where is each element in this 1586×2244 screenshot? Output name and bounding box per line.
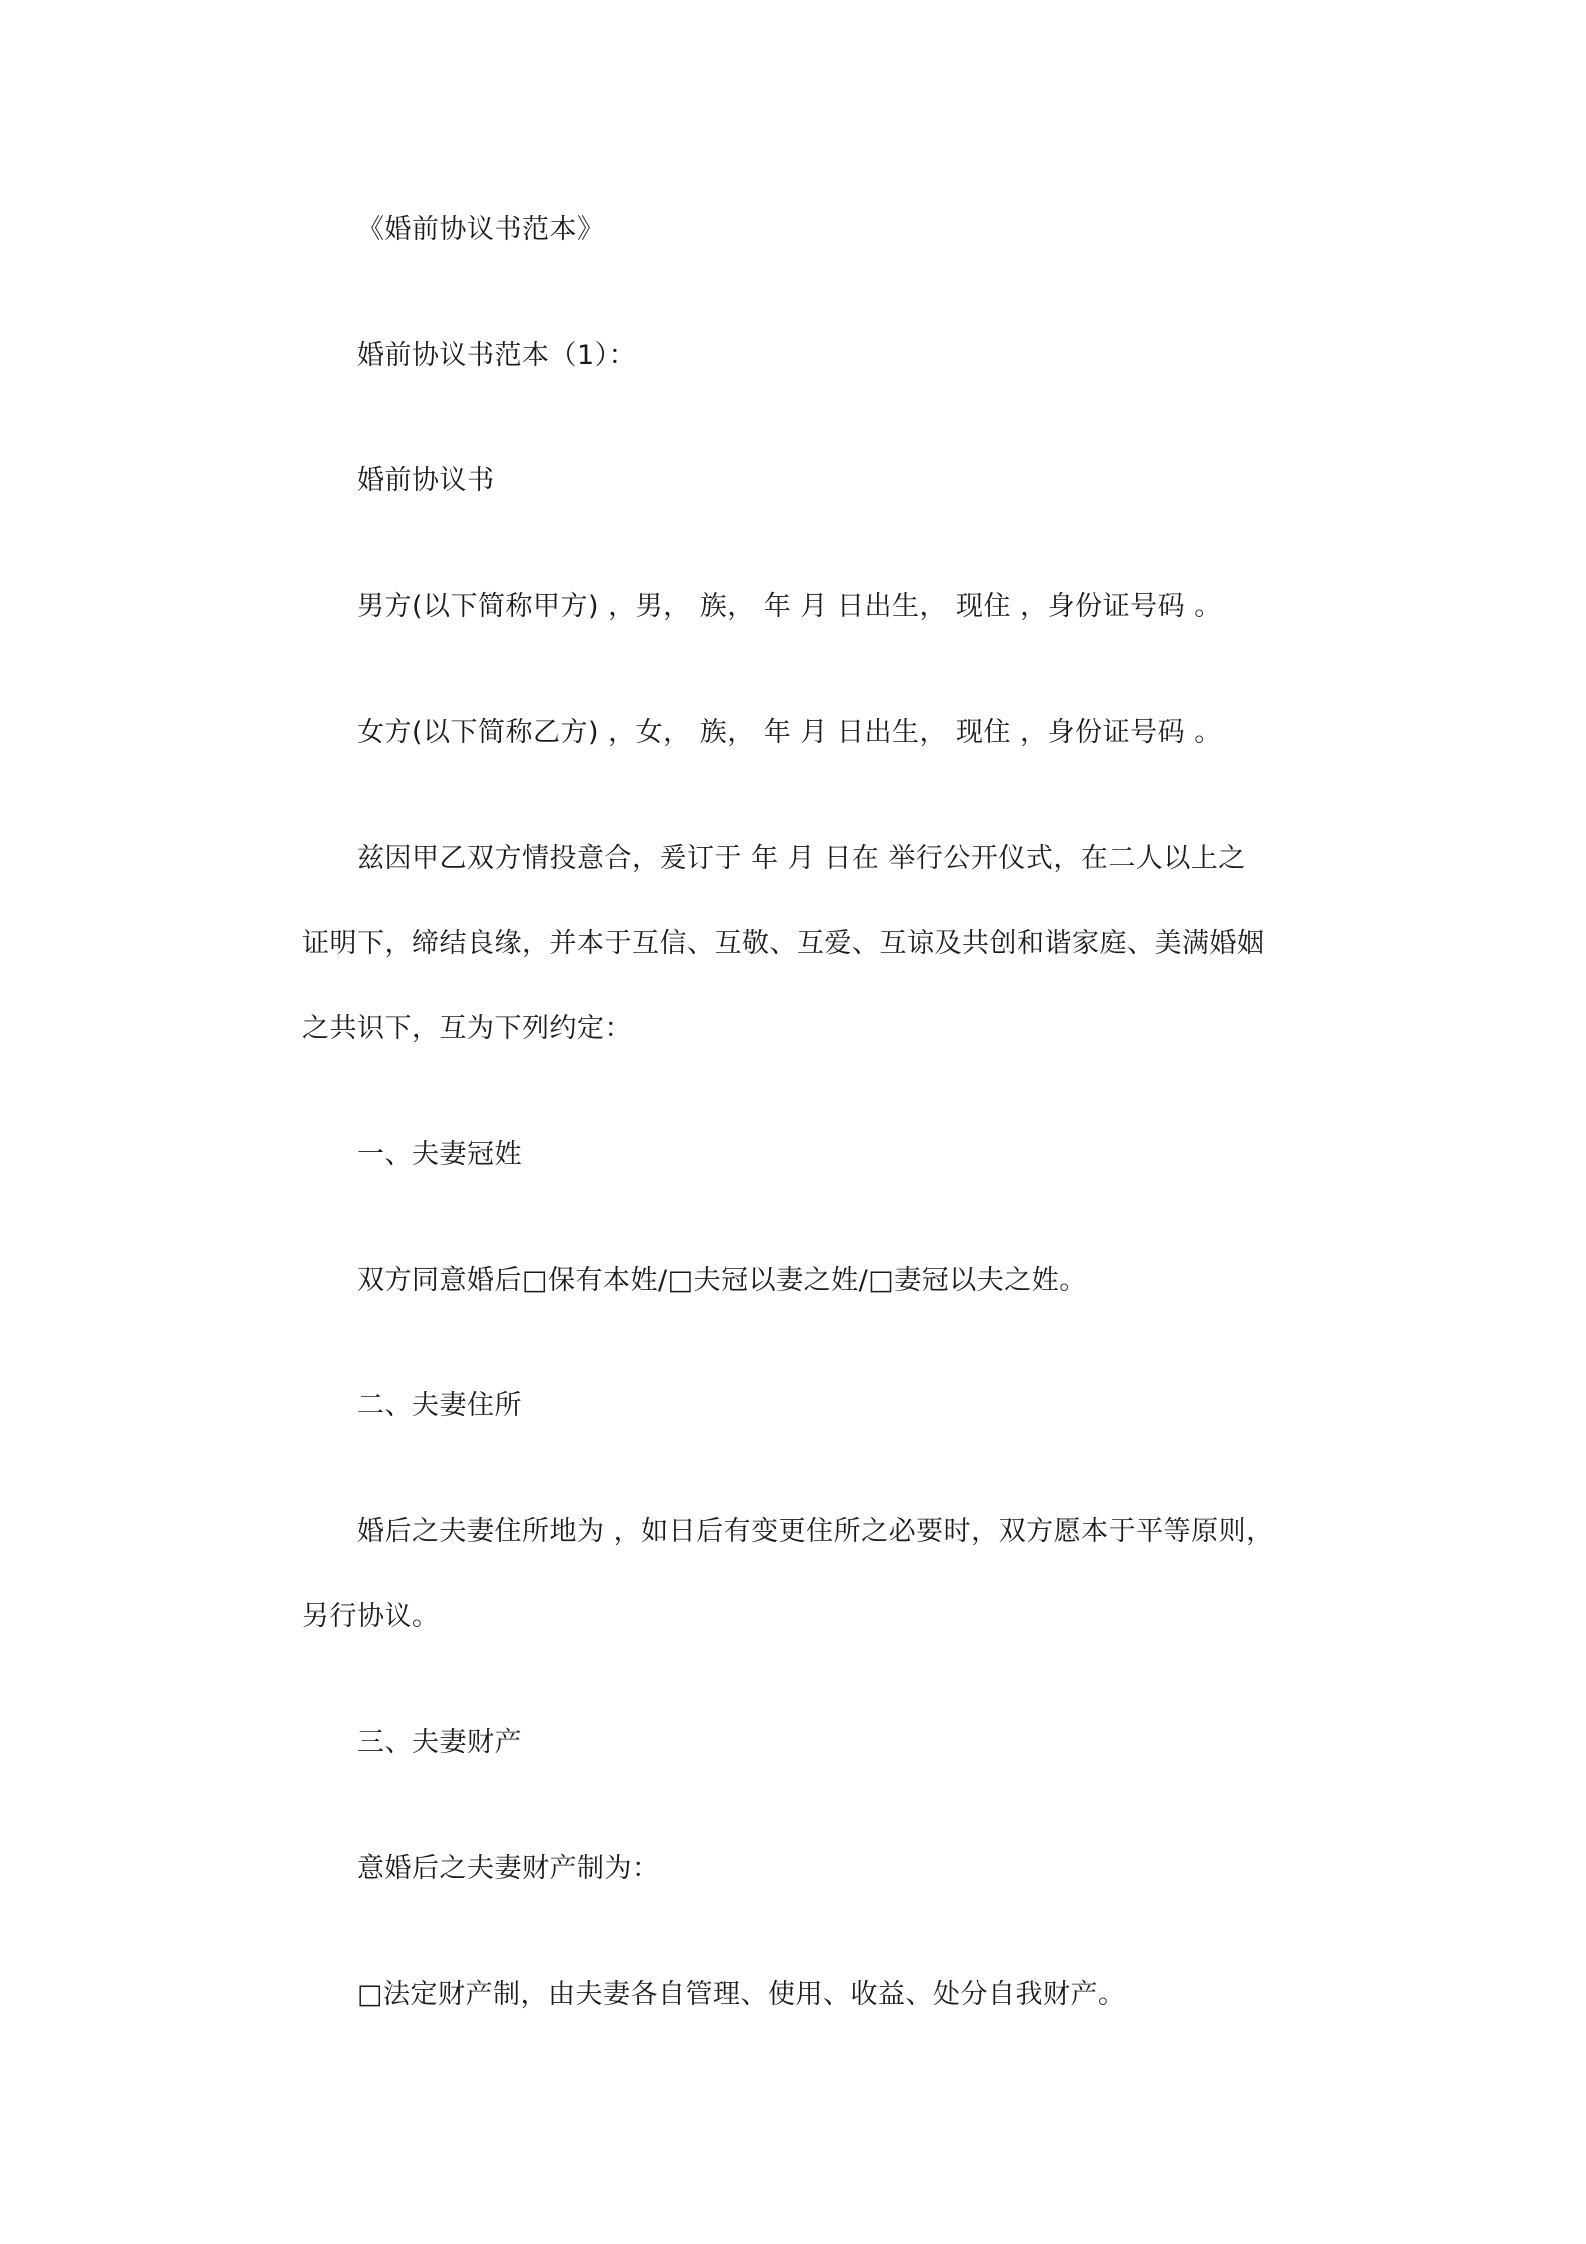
section-2-title: 二、夫妻住所 xyxy=(357,1390,522,1421)
party-b-line: 女方(以下简称乙方) ，女， 族， 年 月 日出生， 现住 ，身份证号码 。 xyxy=(357,717,1222,748)
section-3-intro: 意婚后之夫妻财产制为： xyxy=(357,1853,660,1884)
section-3-option-1: □法定财产制，由夫妻各自管理、使用、收益、处分自我财产。 xyxy=(357,1979,1126,2010)
section-3-title: 三、夫妻财产 xyxy=(357,1727,522,1758)
section-2-body-line-2: 另行协议。 xyxy=(302,1601,440,1632)
preamble-line-2: 证明下，缔结良缘，并本于互信、互敬、互爱、互谅及共创和谐家庭、美满婚姻 xyxy=(302,928,1265,959)
document-title: 《婚前协议书范本》 xyxy=(357,214,605,245)
sample-heading: 婚前协议书范本（1）： xyxy=(357,340,637,371)
agreement-title: 婚前协议书 xyxy=(357,465,495,496)
preamble-line-3: 之共识下，互为下列约定： xyxy=(302,1013,632,1044)
preamble-line-1: 兹因甲乙双方情投意合，爰订于 年 月 日在 举行公开仪式，在二人以上之 xyxy=(357,843,1246,874)
section-1-title: 一、夫妻冠姓 xyxy=(357,1139,522,1170)
section-1-body: 双方同意婚后□保有本姓/□夫冠以妻之姓/□妻冠以夫之姓。 xyxy=(357,1265,1087,1296)
party-a-line: 男方(以下简称甲方) ，男， 族， 年 月 日出生， 现住 ，身份证号码 。 xyxy=(357,591,1222,622)
section-2-body-line-1: 婚后之夫妻住所地为 ，如日后有变更住所之必要时，双方愿本于平等原则， xyxy=(357,1516,1274,1547)
